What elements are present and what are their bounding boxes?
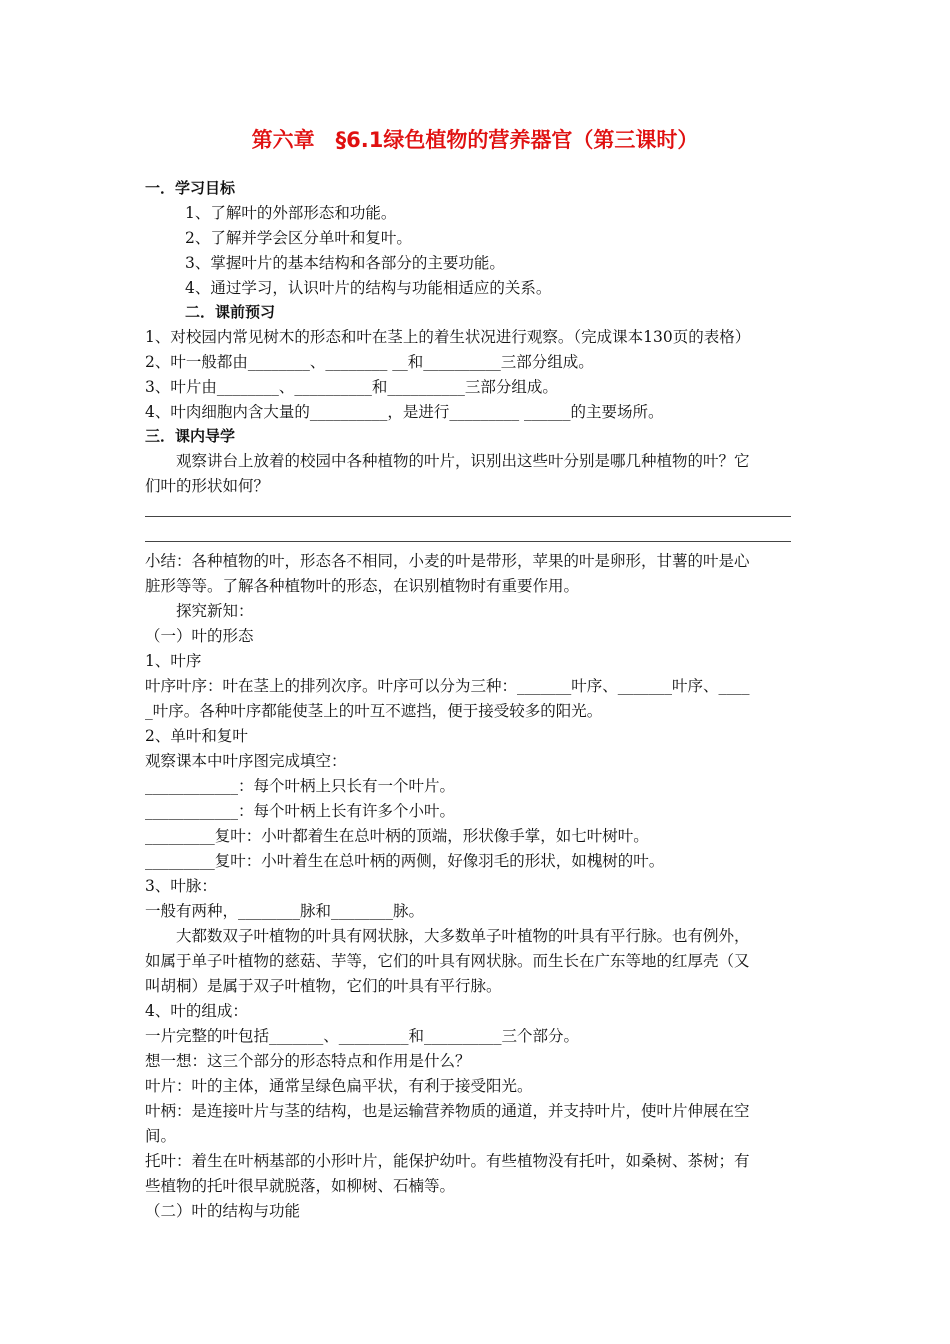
- topic-title: 1、叶序: [145, 652, 202, 670]
- paragraph-line: 叶序叶序：叶在茎上的排列次序。叶序可以分为三种：_______叶序、_______叶序、____: [145, 677, 750, 695]
- answer-line: [145, 541, 791, 542]
- answer-line: [145, 516, 791, 517]
- preview-item: 2、叶一般都由________、________ __和__________三部分组成。: [145, 353, 594, 371]
- paragraph-line: _叶序。各种叶序都能使茎上的叶互不遮挡，便于接受较多的阳光。: [145, 702, 603, 720]
- paragraph-line: 观察课本中叶序图完成填空：: [145, 752, 347, 770]
- observe-text: 们叶的形状如何？: [145, 477, 270, 495]
- goal-item: 1、了解叶的外部形态和功能。: [185, 204, 397, 222]
- subsection-leaf-structure: （二）叶的结构与功能: [145, 1202, 301, 1220]
- summary-text: 脏形等等。了解各种植物叶的形态，在识别植物时有重要作用。: [145, 577, 580, 595]
- paragraph-line: 些植物的托叶很早就脱落，如柳树、石楠等。: [145, 1177, 456, 1195]
- paragraph-line: 叶柄：是连接叶片与茎的结构，也是运输营养物质的通道，并支持叶片，使叶片伸展在空: [145, 1102, 750, 1120]
- paragraph-line: 间。: [145, 1127, 177, 1145]
- observe-text: 观察讲台上放着的校园中各种植物的叶片，识别出这些叶分别是哪几种植物的叶？它: [176, 452, 750, 470]
- goal-item: 4、通过学习，认识叶片的结构与功能相适应的关系。: [185, 279, 552, 297]
- paragraph-line: 叶片：叶的主体，通常呈绿色扁平状，有利于接受阳光。: [145, 1077, 533, 1095]
- section-heading-preview: 二．课前预习: [185, 303, 276, 321]
- topic-title: 4、叶的组成：: [145, 1002, 248, 1020]
- paragraph-line: 叫胡桐）是属于双子叶植物，它们的叶具有平行脉。: [145, 977, 502, 995]
- page-title: 第六章 §6.1绿色植物的营养器官（第三课时）: [251, 128, 699, 152]
- summary-text: 小结：各种植物的叶，形态各不相同，小麦的叶是带形，苹果的叶是卵形，甘薯的叶是心: [145, 552, 750, 570]
- fill-in-line: 一般有两种，________脉和________脉。: [145, 902, 425, 920]
- topic-title: 2、单叶和复叶: [145, 727, 248, 745]
- preview-item: 4、叶肉细胞内含大量的__________，是进行_________ ______的主要场所。: [145, 403, 664, 421]
- fill-in-line: ____________：每个叶柄上只长有一个叶片。: [145, 777, 456, 795]
- goal-item: 3、掌握叶片的基本结构和各部分的主要功能。: [185, 254, 505, 272]
- topic-title: 3、叶脉：: [145, 877, 217, 895]
- goal-item: 2、了解并学会区分单叶和复叶。: [185, 229, 412, 247]
- explore-label: 探究新知：: [176, 602, 254, 620]
- paragraph-line: 托叶：着生在叶柄基部的小形叶片，能保护幼叶。有些植物没有托叶，如桑树、茶树；有: [145, 1152, 750, 1170]
- fill-in-line: _________复叶：小叶都着生在总叶柄的顶端，形状像手掌，如七叶树叶。: [145, 827, 649, 845]
- fill-in-line: _________复叶：小叶着生在总叶柄的两侧，好像羽毛的形状，如槐树的叶。: [145, 852, 665, 870]
- section-heading-goals: 一．学习目标: [145, 179, 236, 197]
- section-heading-guide: 三．课内导学: [145, 427, 236, 445]
- paragraph-line: 想一想：这三个部分的形态特点和作用是什么？: [145, 1052, 471, 1070]
- paragraph-line: 如属于单子叶植物的慈菇、芋等，它们的叶具有网状脉。而生长在广东等地的红厚壳（又: [145, 952, 750, 970]
- subsection-leaf-shape: （一）叶的形态: [145, 627, 254, 645]
- paragraph-line: 大都数双子叶植物的叶具有网状脉，大多数单子叶植物的叶具有平行脉。也有例外，: [176, 927, 750, 945]
- preview-item: 1、对校园内常见树木的形态和叶在茎上的着生状况进行观察。（完成课本130页的表格）: [145, 328, 751, 346]
- preview-item: 3、叶片由________、__________和__________三部分组成。: [145, 378, 558, 396]
- fill-in-line: ____________：每个叶柄上长有许多个小叶。: [145, 802, 456, 820]
- fill-in-line: 一片完整的叶包括_______、_________和__________三个部分。: [145, 1027, 580, 1045]
